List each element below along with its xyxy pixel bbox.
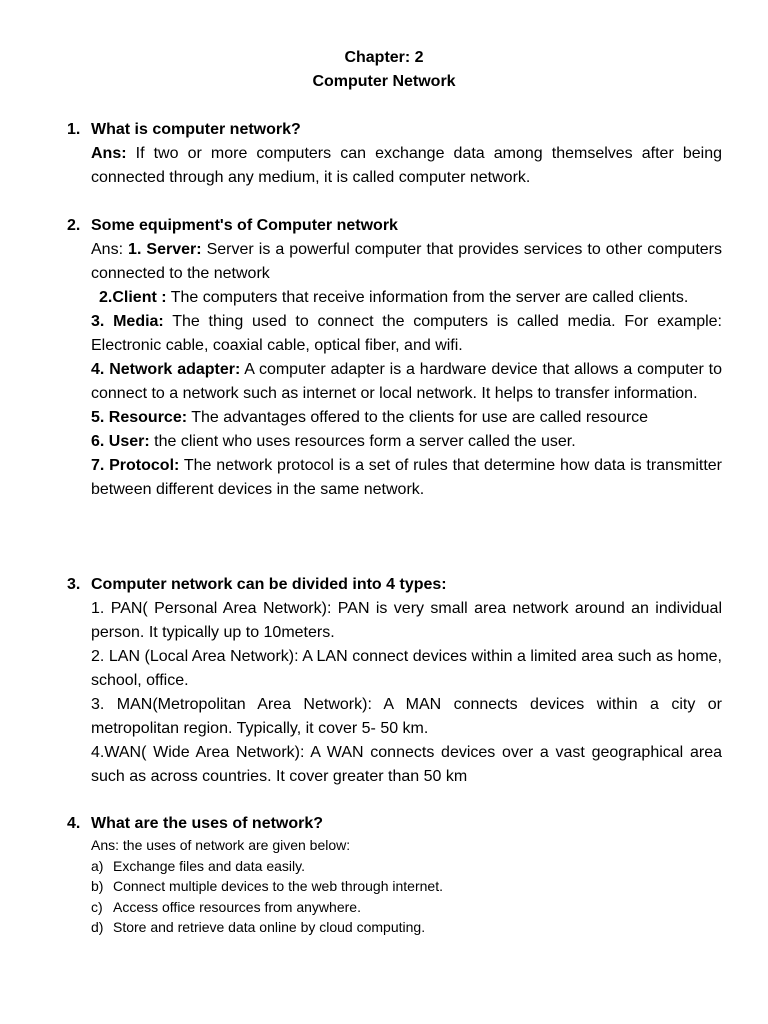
item-term: 4. Network adapter: bbox=[91, 361, 241, 378]
item-term: 3. Media: bbox=[91, 313, 164, 330]
item-text: Exchange files and data easily. bbox=[113, 857, 305, 874]
list-intro: Ans: the uses of network are given below: bbox=[91, 837, 351, 853]
item-text: The advantages offered to the clients for use are called resource bbox=[187, 409, 649, 426]
question-number: 4. bbox=[67, 815, 81, 832]
network-types-list bbox=[91, 597, 722, 789]
question-number: 1. bbox=[67, 121, 81, 138]
answer-list bbox=[91, 238, 722, 502]
list-item bbox=[91, 358, 722, 406]
item-text: Server is a powerful computer that provides services to other computers connected to the network bbox=[91, 241, 723, 282]
list-item bbox=[91, 430, 722, 454]
answer bbox=[91, 142, 722, 190]
chapter-label: Chapter: 2 bbox=[344, 49, 424, 66]
list-item bbox=[91, 454, 722, 502]
question-text: What is computer network? bbox=[91, 121, 301, 138]
ans-label: Ans: bbox=[91, 145, 127, 162]
item-text: The computers that receive information from the server are called clients. bbox=[166, 289, 689, 306]
list-marker: d) bbox=[91, 919, 104, 935]
chapter-title: Computer Network bbox=[312, 73, 456, 90]
uses-list bbox=[91, 835, 722, 938]
question-text: Computer network can be divided into 4 types: bbox=[91, 576, 447, 593]
item-term: 7. Protocol: bbox=[91, 457, 180, 474]
list-marker: a) bbox=[91, 857, 104, 874]
list-item: 1. PAN( Personal Area Network): PAN is very small area network around an individual person. It typically up to 10meters. bbox=[91, 600, 722, 641]
list-item bbox=[91, 238, 722, 286]
list-item bbox=[91, 897, 722, 918]
list-item bbox=[91, 310, 722, 358]
item-text: The thing used to connect the computers is called media. For example: Electronic cable, coaxial cable, optical fiber, and wifi. bbox=[91, 313, 722, 354]
list-item bbox=[91, 406, 722, 430]
list-item bbox=[91, 856, 722, 877]
question-text: What are the uses of network? bbox=[91, 815, 324, 832]
item-text: Access office resources from anywhere. bbox=[113, 898, 361, 915]
item-text: Store and retrieve data online by cloud computing. bbox=[113, 919, 426, 935]
list-item: 4.WAN( Wide Area Network): A WAN connects devices over a vast geographical area such as across countries. It cover greater than 50 km bbox=[91, 744, 722, 785]
item-text: the client who uses resources form a server called the user. bbox=[149, 433, 576, 450]
list-item: 2. LAN (Local Area Network): A LAN connect devices within a limited area such as home, school, office. bbox=[91, 648, 722, 689]
question-text: Some equipment's of Computer network bbox=[91, 217, 398, 234]
item-term: 5. Resource: bbox=[91, 409, 188, 426]
list-marker: c) bbox=[91, 898, 103, 915]
item-term: 6. User: bbox=[91, 433, 150, 450]
ans-prefix: Ans: bbox=[91, 241, 129, 258]
list-item: 3. MAN(Metropolitan Area Network): A MAN connects devices within a city or metropolitan region. Typically, it cover 5- 50 km. bbox=[91, 696, 722, 737]
item-term: 1. Server: bbox=[128, 241, 202, 258]
item-text: A computer adapter is a hardware device that allows a computer to connect to a network such as internet or local network. It helps to transfer information. bbox=[91, 361, 723, 402]
answer-text: If two or more computers can exchange data among themselves after being connected through any medium, it is called computer network. bbox=[91, 145, 722, 186]
list-item bbox=[91, 876, 722, 897]
question-number: 2. bbox=[67, 217, 81, 234]
question-number: 3. bbox=[67, 576, 81, 593]
item-text: Connect multiple devices to the web through internet. bbox=[113, 878, 443, 894]
list-item bbox=[91, 917, 722, 938]
item-text: The network protocol is a set of rules that determine how data is transmitter between different devices in the same network. bbox=[91, 457, 722, 498]
list-item bbox=[91, 286, 722, 310]
list-marker: b) bbox=[91, 878, 104, 894]
item-term: 2.Client : bbox=[99, 289, 167, 306]
